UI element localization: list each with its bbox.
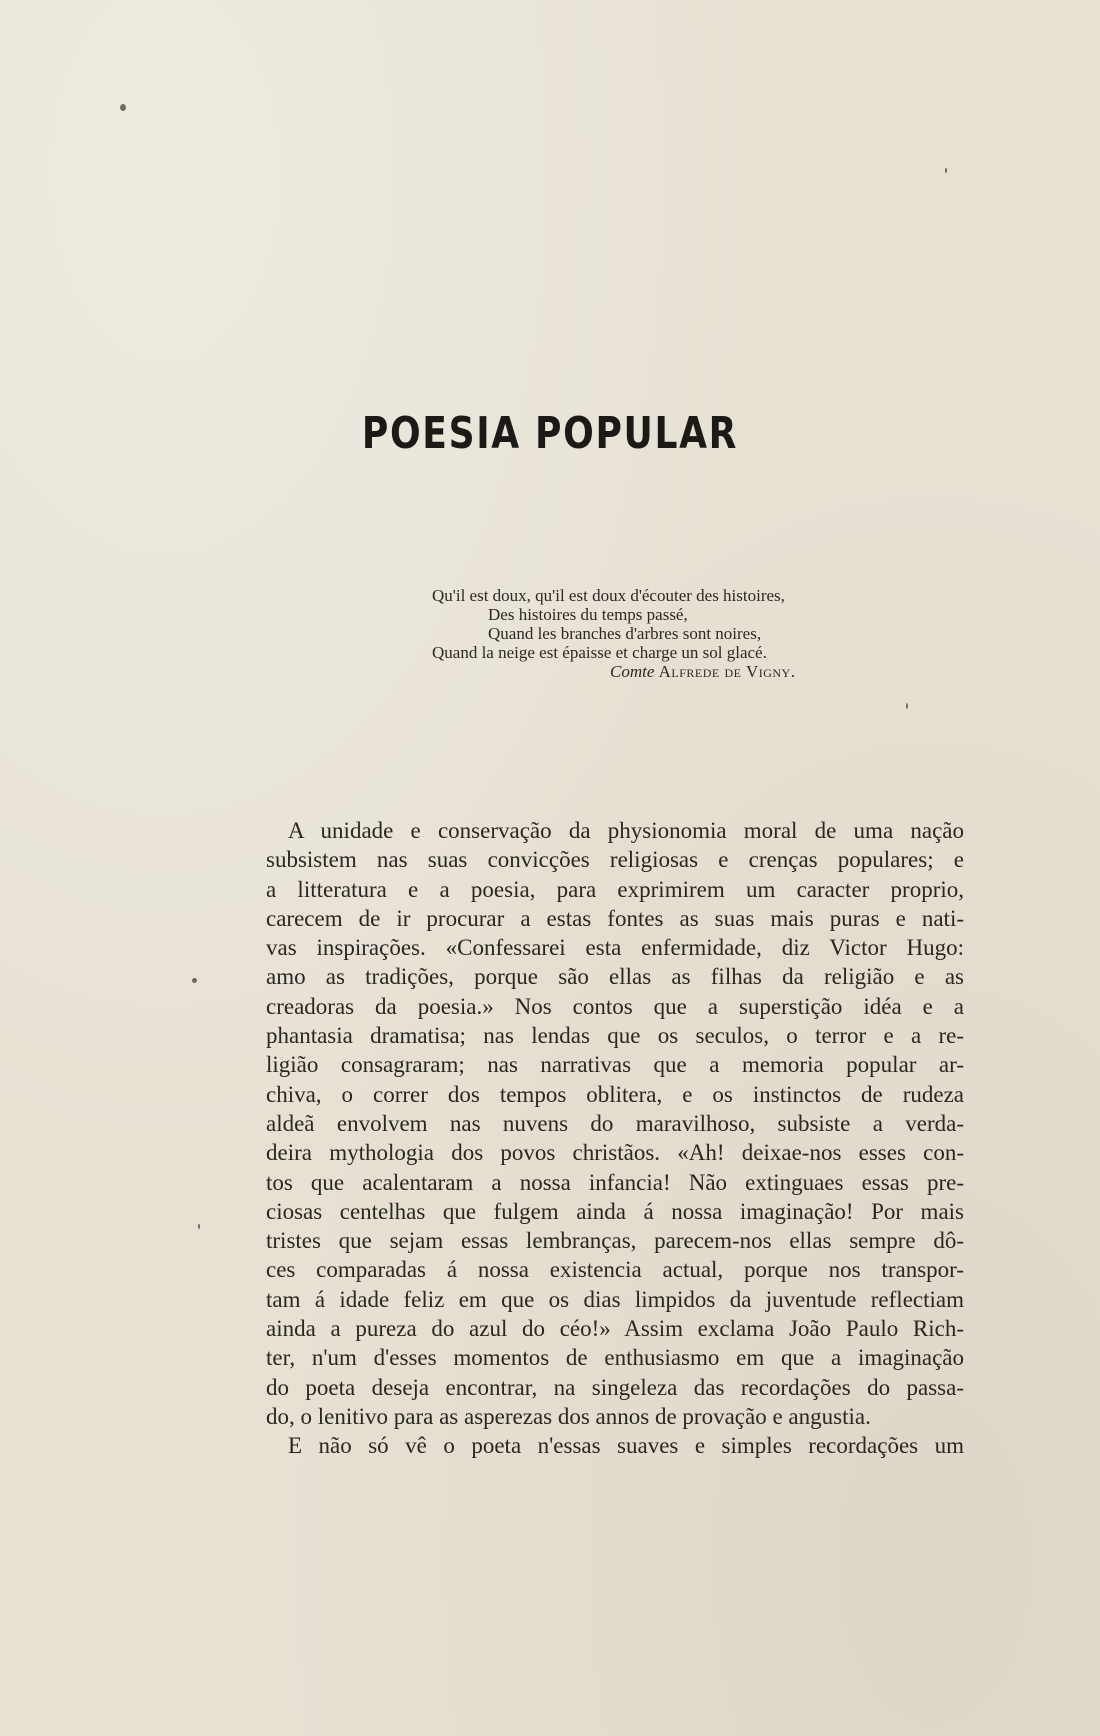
- epigraph-line: Des histoires du temps passé,: [488, 605, 688, 624]
- text-line: ligião consagraram; nas narrativas que a memoria popular ar-: [266, 1052, 964, 1078]
- text-line: A unidade e conservação da physionomia moral de uma nação: [288, 818, 964, 843]
- text-line: ter, n'um d'esses momentos de enthusiasmo em que a imaginação: [266, 1345, 964, 1371]
- text-line: do poeta deseja encontrar, na singeleza das recordações do passa-: [266, 1374, 964, 1400]
- text-line: tos que acalentaram a nossa infancia! Não extinguaes essas pre-: [266, 1169, 964, 1195]
- epigraph-line: Qu'il est doux, qu'il est doux d'écouter des histoires,: [432, 586, 785, 605]
- text-line: ciosas centelhas que fulgem ainda á nossa imaginação! Por mais: [266, 1198, 964, 1224]
- epigraph-line: Quand les branches d'arbres sont noires,: [488, 624, 762, 643]
- text-line: deira mythologia dos povos christãos. «Ah! deixae-nos esses con-: [266, 1140, 964, 1166]
- text-line: a litteratura e a poesia, para exprimirem um caracter proprio,: [266, 876, 964, 902]
- text-line: tristes que sejam essas lembranças, parecem-nos ellas sempre dô-: [266, 1228, 964, 1254]
- text-line: chiva, o correr dos tempos oblitera, e os instinctos de rudeza: [266, 1081, 964, 1107]
- epigraph: [432, 586, 912, 681]
- attribution-title: Comte: [610, 662, 655, 681]
- attribution-author: Alfrede de Vigny.: [658, 662, 796, 681]
- page-title: POESIA POPULAR: [361, 408, 739, 459]
- text-line: creadoras da poesia.» Nos contos que a superstição idéa e a: [266, 993, 964, 1019]
- paper-speck: [192, 978, 197, 983]
- text-line: phantasia dramatisa; nas lendas que os seculos, o terror e a re-: [266, 1023, 964, 1049]
- paper-speck: [945, 168, 947, 173]
- epigraph-attribution: [432, 662, 912, 681]
- text-line: tam á idade feliz em que os dias limpidos da juventude reflectiam: [266, 1286, 964, 1312]
- text-line: carecem de ir procurar a estas fontes as suas mais puras e nati-: [266, 905, 964, 931]
- epigraph-line: Quand la neige est épaisse et charge un sol glacé.: [432, 643, 767, 662]
- paper-speck: [198, 1224, 200, 1229]
- paper-speck: [120, 104, 126, 111]
- text-line: E não só vê o poeta n'essas suaves e simples recordações um: [288, 1433, 964, 1459]
- text-line: amo as tradições, porque são ellas as filhas da religião e as: [266, 964, 964, 990]
- text-line: do, o lenitivo para as asperezas dos annos de provação e angustia.: [266, 1403, 871, 1429]
- paper-speck: [906, 703, 908, 709]
- body-paragraph: [266, 816, 964, 1461]
- text-line: vas inspirações. «Confessarei esta enfermidade, diz Victor Hugo:: [266, 935, 964, 961]
- text-line: ces comparadas á nossa existencia actual, porque nos transpor-: [266, 1257, 964, 1283]
- text-line: aldeã envolvem nas nuvens do maravilhoso, subsiste a verda-: [266, 1110, 964, 1136]
- text-line: subsistem nas suas convicções religiosas e crenças populares; e: [266, 847, 964, 873]
- text-line: ainda a pureza do azul do céo!» Assim exclama João Paulo Rich-: [266, 1316, 964, 1342]
